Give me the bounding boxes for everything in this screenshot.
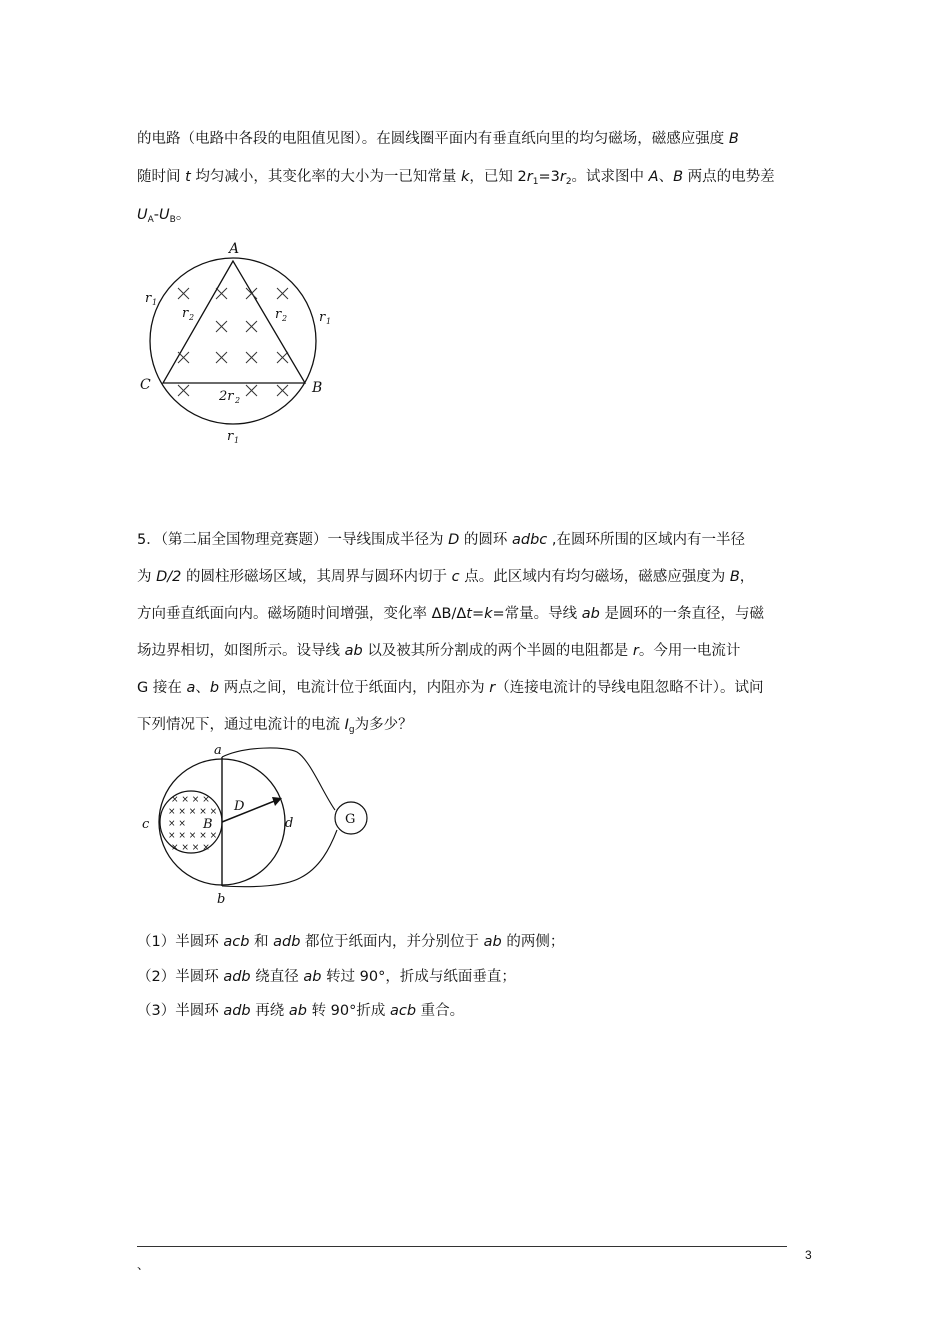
sub: 1: [152, 298, 158, 307]
label-d: d: [285, 816, 294, 831]
p5-line-1: [137, 528, 745, 549]
question-3: [137, 999, 464, 1020]
sub: 2: [235, 396, 241, 405]
page-number: 3: [805, 1248, 812, 1262]
text: 、: [658, 169, 674, 185]
text: 都位于纸面内，并分别位于: [305, 934, 480, 950]
sub: B: [169, 215, 176, 225]
text: 场边界相切，如图所示。设导线: [137, 643, 340, 659]
text: 转过 90°，折成与纸面垂直；: [326, 969, 516, 985]
var: t: [466, 606, 472, 622]
var: r: [632, 643, 639, 659]
label-r1-left: r: [145, 291, 152, 306]
label-b: b: [217, 892, 226, 907]
var: B: [729, 569, 740, 585]
text: -: [153, 207, 160, 223]
label-r1-right: r: [319, 310, 326, 325]
var: A: [648, 169, 659, 185]
text: =: [471, 606, 485, 622]
text: 。试求图中: [571, 169, 645, 185]
sub: 2: [189, 313, 195, 322]
p4-line-2: [137, 165, 775, 187]
label-r2-bottom: 2r: [219, 389, 234, 404]
text: （2）半圆环: [137, 969, 219, 985]
question-2: [137, 965, 516, 986]
label-a: a: [214, 743, 222, 758]
var: adb: [223, 969, 251, 985]
label-D: D: [234, 799, 245, 814]
text: 点。此区域内有均匀磁场，磁感应强度为: [464, 569, 726, 585]
p4-line-3: [137, 203, 190, 225]
p5-line-2: [137, 565, 754, 586]
text: （1）半圆环: [137, 934, 219, 950]
text: 转 90°折成: [311, 1003, 386, 1019]
svg-text:× ×: × ×: [168, 819, 186, 829]
text: 绕直径: [255, 969, 299, 985]
svg-text:× × × ×: × × × ×: [171, 843, 210, 853]
label-A: A: [229, 241, 240, 257]
lead-wire-b: [222, 830, 337, 887]
text: =3: [538, 169, 560, 185]
var: ab: [344, 643, 363, 659]
sub: 2: [282, 314, 288, 323]
p4-line-1: [137, 127, 739, 148]
label-C: C: [140, 377, 151, 393]
text: 。: [175, 207, 191, 223]
label-r2-right: r: [275, 307, 282, 322]
var: k: [484, 606, 493, 622]
var: r: [559, 169, 566, 185]
text: 为: [137, 569, 152, 585]
var: acb: [389, 1003, 417, 1019]
svg-text:× × × × ×: × × × × ×: [168, 807, 218, 817]
var: U: [159, 207, 170, 223]
sub: 1: [234, 436, 240, 445]
var: ab: [303, 969, 322, 985]
var: r: [489, 680, 496, 696]
text: （3）半圆环: [137, 1003, 219, 1019]
sub: 1: [326, 317, 332, 326]
var: t: [185, 169, 191, 185]
var: ab: [288, 1003, 307, 1019]
text: 以及被其所分割成的两个半圆的电阻都是: [367, 643, 629, 659]
var: D: [448, 532, 460, 548]
text: 和: [254, 934, 269, 950]
label-B: B: [312, 380, 323, 396]
text: 的圆柱形磁场区域，其周界与圆环内切于: [186, 569, 447, 585]
question-1: [137, 930, 564, 951]
text: 两点的电势差: [687, 169, 775, 185]
label-r1-bottom: r: [227, 429, 234, 444]
text: ，: [739, 569, 755, 585]
label-r2-left: r: [182, 306, 189, 321]
var: a: [186, 680, 196, 696]
radius-arrow: [222, 800, 277, 822]
text: 再绕: [255, 1003, 285, 1019]
p5-line-6: [137, 713, 413, 735]
text: 重合。: [420, 1003, 465, 1019]
var: adb: [273, 934, 301, 950]
label-c: c: [142, 817, 150, 832]
svg-text:× × × ×: × × × ×: [171, 795, 210, 805]
sub: 2: [565, 177, 572, 187]
text: 的圆环: [463, 532, 508, 548]
text: =常量。导线: [492, 606, 578, 622]
var: ab: [581, 606, 600, 622]
var: r: [526, 169, 533, 185]
var: k: [461, 169, 470, 185]
label-G: G: [345, 812, 356, 827]
var: I: [344, 717, 349, 733]
var: b: [209, 680, 220, 696]
sub: 1: [532, 177, 539, 187]
p5-line-3: [137, 602, 764, 623]
text: 为多少？: [354, 717, 413, 733]
footer-mark: 、: [137, 1258, 150, 1272]
text: ,在圆环所围的区域内有一半径: [551, 532, 745, 548]
text: 两点之间，电流计位于纸面内，内阻亦为: [223, 680, 485, 696]
p5-line-4: [137, 639, 740, 660]
var: adb: [223, 1003, 251, 1019]
arrowhead-icon: [272, 797, 282, 806]
circuit-figure-1: [135, 235, 345, 450]
text: 的两侧；: [506, 934, 565, 950]
sub: g: [348, 725, 355, 735]
circuit-figure-2: [135, 738, 380, 908]
var: acb: [223, 934, 250, 950]
var: B: [673, 169, 684, 185]
text: 下列情况下，通过电流计的电流: [137, 717, 340, 733]
label-B-field: B: [203, 817, 213, 832]
var: ab: [483, 934, 502, 950]
var: adbc: [511, 532, 548, 548]
var: D/2: [156, 569, 182, 585]
text: （连接电流计的导线电阻忽略不计）。试问: [495, 680, 764, 696]
var: c: [451, 569, 460, 585]
text: 均匀减小，其变化率的大小为一已知常量: [195, 169, 457, 185]
p5-line-5: [137, 676, 764, 697]
svg-text:× × × × ×: × × × × ×: [168, 831, 218, 841]
text: 5．（第二届全国物理竞赛题）一导线围成半径为: [137, 532, 444, 548]
var: B: [728, 131, 739, 147]
text: 是圆环的一条直径，与磁: [604, 606, 764, 622]
var: U: [137, 207, 148, 223]
magnetic-field-crosses: [178, 288, 288, 396]
text: ，已知 2: [469, 169, 527, 185]
text: 。今用一电流计: [638, 643, 741, 659]
sub: A: [147, 215, 154, 225]
text: 随时间: [137, 169, 181, 185]
text: G 接在: [137, 680, 182, 696]
text: 方向垂直纸面向内。磁场随时间增强，变化率 ΔB/Δ: [137, 606, 467, 622]
text: 、: [195, 680, 210, 696]
footer-divider: [137, 1246, 787, 1247]
text: 的电路（电路中各段的电阻值见图）。在圆线圈平面内有垂直纸向里的均匀磁场，磁感应强度: [137, 131, 725, 147]
